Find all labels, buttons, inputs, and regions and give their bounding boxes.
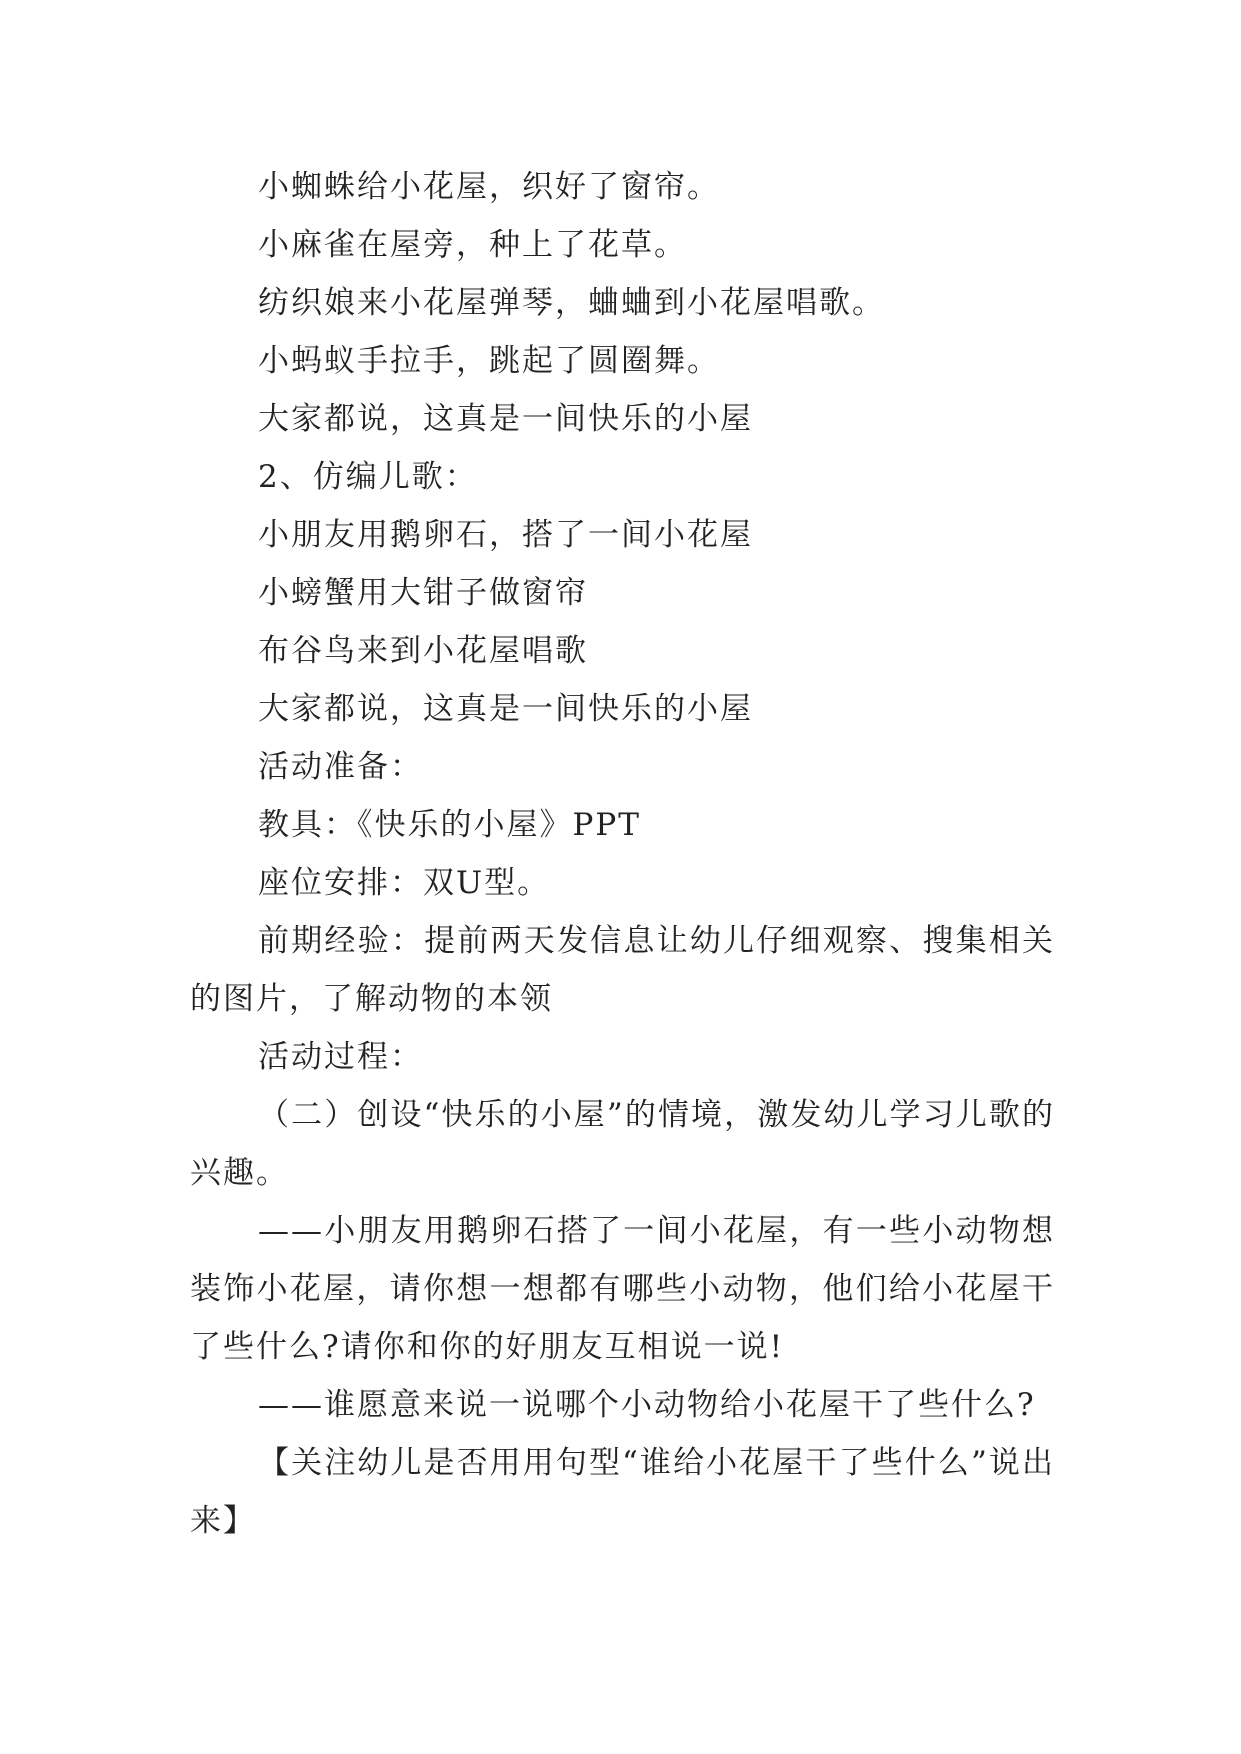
- paragraph: 【关注幼儿是否用用句型“谁给小花屋干了些什么”说出来】: [190, 1445, 1055, 1539]
- paragraph: （二）创设“快乐的小屋”的情境，激发幼儿学习儿歌的兴趣。: [190, 1097, 1055, 1191]
- paragraph: ——小朋友用鹅卵石搭了一间小花屋，有一些小动物想装饰小花屋，请你想一想都有哪些小动物，他们给小花屋干了些什么?请你和你的好朋友互相说一说!: [190, 1213, 1055, 1365]
- section-heading: 活动准备：: [258, 749, 423, 785]
- paragraph: 小朋友用鹅卵石，搭了一间小花屋: [258, 517, 753, 553]
- paragraph: 布谷鸟来到小花屋唱歌: [258, 633, 588, 669]
- paragraph: 座位安排：双U型。: [258, 865, 551, 901]
- paragraph: 教具：《快乐的小屋》PPT: [258, 807, 641, 843]
- paragraph: 大家都说，这真是一间快乐的小屋: [258, 401, 753, 437]
- paragraph: 大家都说，这真是一间快乐的小屋: [258, 691, 753, 727]
- paragraph: 小螃蟹用大钳子做窗帘: [258, 575, 588, 611]
- paragraph: 前期经验：提前两天发信息让幼儿仔细观察、搜集相关的图片，了解动物的本领: [190, 923, 1055, 1017]
- document-body: [190, 158, 1055, 1550]
- paragraph: 小蜘蛛给小花屋，织好了窗帘。: [258, 169, 720, 205]
- paragraph: ——谁愿意来说一说哪个小动物给小花屋干了些什么?: [258, 1387, 1036, 1423]
- section-heading: 活动过程：: [258, 1039, 423, 1075]
- paragraph: 2、仿编儿歌：: [258, 459, 478, 495]
- paragraph: 纺织娘来小花屋弹琴，蛐蛐到小花屋唱歌。: [258, 285, 885, 321]
- paragraph: 小蚂蚁手拉手，跳起了圆圈舞。: [258, 343, 720, 379]
- paragraph: 小麻雀在屋旁，种上了花草。: [258, 227, 687, 263]
